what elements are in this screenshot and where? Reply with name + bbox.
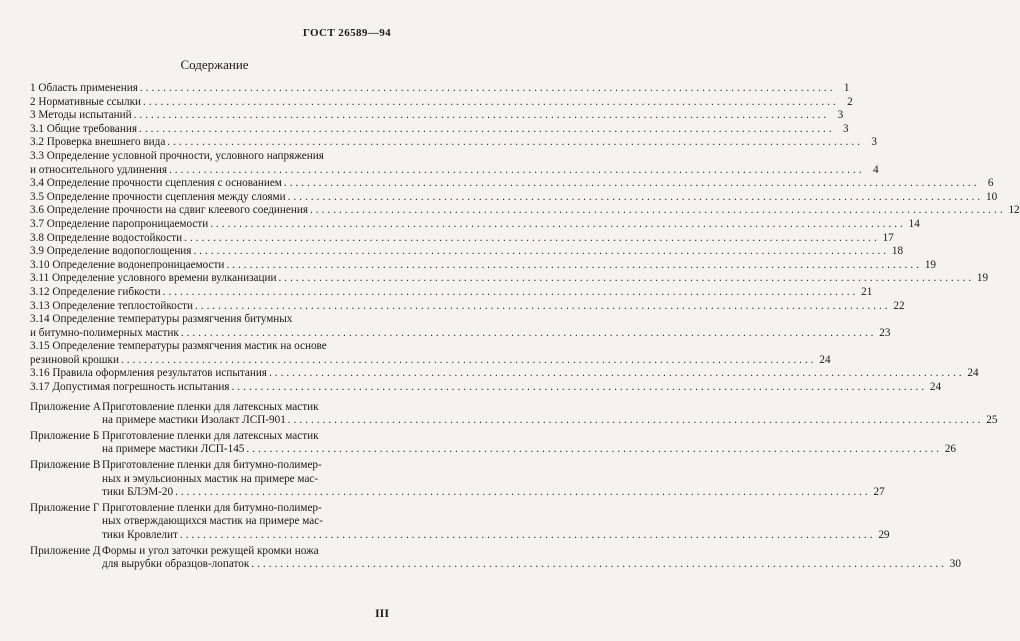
- toc-entry: [30, 285, 873, 300]
- appendix-title: ных отверждающихся мастик на примере мас-: [102, 515, 323, 528]
- appendix-title: Формы и угол заточки режущей кромки ножа: [102, 544, 319, 557]
- dot-leader: ........................................................................................................................: [162, 285, 859, 298]
- toc-entry-line-last: [30, 381, 942, 395]
- toc-entry-line-last: [30, 326, 891, 341]
- toc-entry-line: [30, 340, 382, 354]
- toc-page-number: 23: [879, 326, 891, 339]
- appendix-line-last: [102, 558, 961, 572]
- toc-entry-label: 3.5 Определение прочности сцепления между слоями: [30, 190, 286, 203]
- dot-leader: ........................................................................................................................: [194, 299, 891, 312]
- toc-entry-line-last: [30, 109, 844, 123]
- toc-entry-line: [30, 150, 382, 164]
- toc-page-number: 3: [837, 109, 844, 122]
- toc-entry-line-last: [30, 122, 849, 137]
- toc-entry-line-last: [30, 177, 994, 191]
- dot-leader: ........................................................................................................................: [133, 109, 830, 122]
- toc-page-number: 12: [1008, 204, 1020, 217]
- toc-entry-line-last: [30, 163, 879, 178]
- dot-leader: ........................................................................................................................: [139, 122, 835, 135]
- toc-entry: [30, 272, 989, 286]
- dot-leader: ........................................................................................................................: [268, 367, 965, 380]
- appendix-title: ных и эмульсионных мастик на примере мас-: [102, 472, 319, 485]
- toc-entry-label: 3.8 Определение водостойкости: [30, 231, 183, 244]
- toc-page-number: 25: [986, 414, 998, 427]
- dot-leader: ........................................................................................................................: [193, 245, 890, 258]
- toc-entry-line-last: [30, 353, 831, 368]
- toc-entry-label: 3.7 Определение паропроницаемости: [30, 217, 209, 230]
- document-code: ГОСТ 26589—94: [302, 27, 391, 39]
- dot-leader: ........................................................................................................................: [278, 272, 975, 285]
- appendix-title: тики БЛЭМ-20: [102, 486, 174, 499]
- toc-entry-label: 3.1 Общие требования: [30, 122, 138, 135]
- toc-entry-label: 3.2 Проверка внешнего вида: [30, 136, 166, 149]
- toc-entry-line-last: [30, 299, 905, 314]
- appendix-line-last: [102, 529, 890, 543]
- toc-page-number: 22: [893, 299, 905, 312]
- toc-entry: [30, 299, 905, 314]
- toc-page-number: 19: [924, 258, 936, 271]
- toc-appendix: [30, 429, 957, 457]
- toc-entry-label: 3.14 Определение температуры размягчения битумных: [30, 313, 293, 326]
- appendix-line: [102, 430, 956, 444]
- toc-entry-label: 3.11 Определение условного времени вулканизации: [30, 272, 277, 285]
- toc-page-number: 10: [986, 190, 998, 203]
- appendix-prefix: Приложение Г: [30, 501, 100, 514]
- appendix-title: тики Кровлелит: [102, 529, 178, 541]
- toc-entry-label: и битумно-полимерных мастик: [30, 326, 179, 339]
- appendix-prefix: Приложение А: [30, 400, 101, 413]
- appendix-title: Приготовление пленки для битумно-полимер-: [102, 459, 322, 472]
- toc-page-number: 24: [967, 367, 979, 380]
- toc-appendix: [30, 544, 961, 572]
- toc-entry-label: резиновой крошки: [30, 353, 119, 366]
- toc-page-number: 30: [949, 558, 961, 571]
- toc-entry-label: 3.13 Определение теплостойкости: [30, 299, 193, 312]
- toc-entry: [30, 340, 831, 367]
- toc-entry: [30, 177, 994, 191]
- appendix-body: [102, 401, 997, 428]
- toc-entry-label: 3.9 Определение водопоглощения: [30, 245, 192, 258]
- appendix-prefix: Приложение Б: [30, 429, 100, 442]
- toc-entry-line-last: [30, 136, 877, 150]
- toc-entry: [30, 149, 879, 177]
- page-title: Содержание: [180, 57, 249, 72]
- appendix-line: [102, 401, 997, 415]
- toc-page-number: 14: [908, 217, 920, 230]
- dot-leader: ........................................................................................................................: [175, 486, 871, 499]
- toc-page-number: 24: [819, 353, 831, 366]
- appendix-line: [102, 545, 961, 559]
- toc-entry-line-last: [30, 245, 904, 259]
- toc-entry-label: 3.10 Определение водонепроницаемости: [30, 258, 225, 271]
- toc-entry-label: 3.6 Определение прочности на сдвиг клеевого соединения: [30, 204, 308, 217]
- dot-leader: ........................................................................................................................: [143, 95, 839, 108]
- toc-entry: [30, 109, 844, 123]
- toc-entry-label: 3.16 Правила оформления результатов испытания: [30, 367, 267, 380]
- dot-leader: ........................................................................................................................: [283, 177, 980, 190]
- dot-leader: ........................................................................................................................: [139, 82, 836, 94]
- appendix-body: [102, 545, 961, 572]
- appendix-title: на примере мастики ЛСП-145: [102, 443, 245, 456]
- toc-entry-line-last: [30, 82, 850, 96]
- toc-entry: [30, 258, 936, 273]
- toc-entry-line-last: [30, 190, 998, 205]
- appendix-prefix: Приложение В: [30, 459, 101, 472]
- toc-page-number: 3: [843, 122, 849, 135]
- toc-entry: [30, 136, 877, 150]
- toc-entry: [30, 95, 853, 110]
- toc-entry: [30, 82, 850, 96]
- toc-appendices: [30, 400, 998, 572]
- toc-appendix: [30, 459, 885, 500]
- page-number: III: [374, 606, 389, 620]
- toc-page-number: 3: [871, 136, 877, 149]
- toc-entry-line-last: [30, 204, 1020, 218]
- appendix-prefix: Приложение Д: [30, 544, 101, 557]
- toc-entry: [30, 231, 894, 246]
- dot-leader: ........................................................................................................................: [184, 231, 880, 244]
- toc-entry-line-last: [30, 272, 989, 286]
- dot-leader: ........................................................................................................................: [226, 258, 922, 271]
- toc-page-number: 2: [847, 95, 853, 108]
- appendix-line: [102, 502, 890, 516]
- toc-entry: [30, 367, 979, 381]
- table-of-contents: [30, 82, 1020, 572]
- toc-page-number: 27: [873, 486, 885, 499]
- dot-leader: ........................................................................................................................: [168, 163, 865, 176]
- toc-page-number: 6: [987, 177, 994, 190]
- toc-entry: [30, 381, 942, 395]
- dot-leader: ........................................................................................................................: [251, 558, 947, 571]
- toc-page-number: 18: [891, 245, 904, 258]
- toc-entry-line-last: [30, 285, 873, 300]
- appendix-line: [102, 515, 890, 529]
- toc-entries: [30, 82, 1020, 395]
- toc-entry-label: 3.4 Определение прочности сцепления с основанием: [30, 177, 282, 190]
- toc-entry: [30, 245, 904, 259]
- dot-leader: ........................................................................................................................: [287, 414, 984, 427]
- appendix-title: Приготовление пленки для латексных мастик: [102, 400, 319, 413]
- dot-leader: ........................................................................................................................: [231, 381, 928, 394]
- toc-page-number: 4: [873, 163, 879, 176]
- toc-page-number: 24: [929, 381, 942, 394]
- toc-entry-line-last: [30, 367, 979, 381]
- dot-leader: ........................................................................................................................: [246, 443, 943, 456]
- toc-entry-label: 1 Область применения: [30, 82, 138, 94]
- toc-entry-line: [30, 313, 382, 327]
- toc-entry-label: 3.17 Допустимая погрешность испытания: [30, 381, 230, 394]
- appendix-title: на примере мастики Изолакт ЛСП-901: [102, 414, 286, 427]
- appendix-line-last: [102, 443, 956, 457]
- appendix-title: Приготовление пленки для латексных мастик: [102, 429, 319, 442]
- dot-leader: ........................................................................................................................: [180, 326, 877, 339]
- appendix-line: [102, 473, 885, 487]
- toc-page-number: 1: [843, 82, 850, 94]
- toc-entry: [30, 313, 891, 340]
- appendix-body: [102, 502, 890, 543]
- toc-page-number: 21: [861, 285, 873, 298]
- toc-entry: [30, 122, 849, 137]
- toc-page-number: 19: [976, 272, 989, 285]
- toc-entry-line-last: [30, 217, 920, 232]
- appendix-title: для вырубки образцов-лопаток: [102, 558, 250, 571]
- toc-appendix: [30, 501, 890, 543]
- toc-entry: [30, 190, 998, 205]
- dot-leader: ........................................................................................................................: [210, 217, 906, 230]
- toc-entry: [30, 204, 1020, 218]
- toc-page-number: 29: [878, 529, 890, 541]
- toc-entry-label: 3.15 Определение температуры размягчения мастик на основе: [30, 340, 327, 353]
- dot-leader: ........................................................................................................................: [287, 190, 984, 203]
- toc-entry-label: 2 Нормативные ссылки: [30, 95, 142, 108]
- appendix-line: [102, 459, 885, 473]
- toc-entry-line-last: [30, 231, 894, 246]
- dot-leader: ........................................................................................................................: [167, 136, 863, 149]
- toc-entry-label: и относительного удлинения: [30, 163, 167, 176]
- dot-leader: ........................................................................................................................: [179, 529, 876, 541]
- toc-entry-label: 3.12 Определение гибкости: [30, 285, 161, 298]
- toc-entry-label: 3 Методы испытаний: [30, 109, 132, 122]
- appendix-title: Приготовление пленки для битумно-полимер-: [102, 501, 322, 514]
- toc-entry-label: 3.3 Определение условной прочности, условного напряжения: [30, 149, 324, 162]
- toc-entry-line-last: [30, 258, 936, 273]
- dot-leader: ........................................................................................................................: [120, 353, 817, 366]
- toc-appendix: [30, 400, 998, 428]
- toc-entry: [30, 217, 920, 232]
- toc-page-number: 26: [944, 443, 957, 456]
- dot-leader: ........................................................................................................................: [310, 204, 1006, 217]
- appendix-body: [102, 459, 885, 500]
- appendix-line-last: [102, 414, 997, 428]
- toc-page-number: 17: [882, 231, 894, 244]
- appendix-line-last: [102, 486, 885, 500]
- appendix-body: [102, 430, 956, 457]
- toc-entry-line-last: [30, 95, 853, 110]
